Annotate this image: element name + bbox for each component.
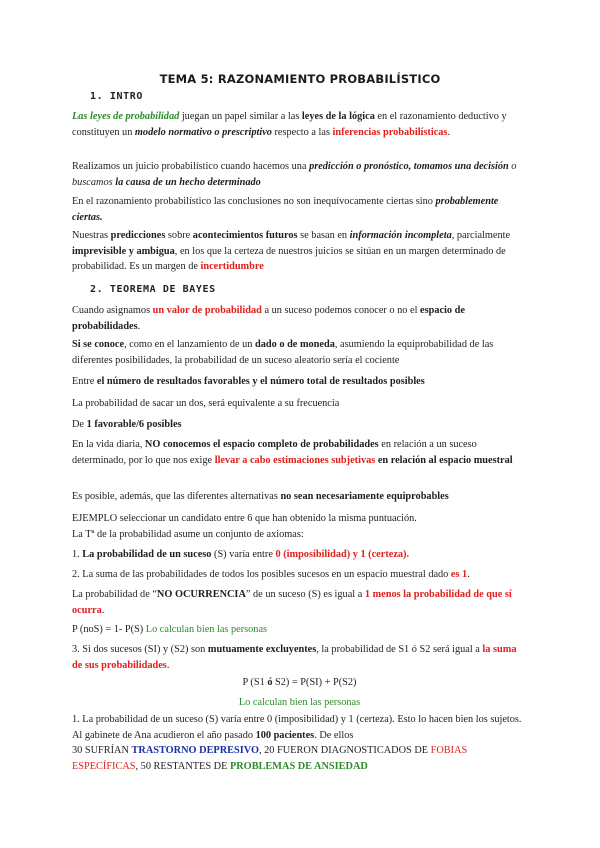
axiom-3: 3. Si dos sucesos (SI) y (S2) son mutuamente excluyentes, la probabilidad de S1 ó S2 será igual a la suma de sus probabilidades. [72, 644, 517, 671]
axiom-1: 1. La probabilidad de un suceso (S) varía entre 0 (imposibilidad) y 1 (certeza). [72, 549, 410, 560]
paragraph-equiprobable: Es posible, además, que las diferentes alternativas no sean necesariamente equiprobables [72, 491, 449, 502]
paragraph-gabinete: 1. La probabilidad de un suceso (S) varía entre 0 (imposibilidad) y 1 (certeza). Esto lo hacen bien los sujetos. Al gabinete de Ana acudieron el año pasado 100 pacientes. De ellos [72, 714, 522, 741]
paragraph-assign: Cuando asignamos un valor de probabilidad a un suceso podemos conocer o no el espacio de probabilidades. [72, 305, 465, 332]
paragraph-laws: Las leyes de probabilidad juegan un papel similar a las leyes de la lógica en el razonamiento deductivo y constituyen un modelo normativo o prescriptivo respecto a las inferencias probabilísticas. [72, 111, 507, 138]
paragraph-between: Entre el número de resultados favorables y el número total de resultados posibles [72, 376, 425, 387]
paragraph-ratio: De 1 favorable/6 posibles [72, 419, 182, 430]
paragraph-predictions: Nuestras predicciones sobre acontecimientos futuros se basan en información incompleta, parcialmente imprevisible y ambigua, en los que la certeza de nuestros juicios se sitúan en un margen determinado de probabilidad. Es un margen de incertidumbre [72, 230, 511, 272]
page-title: TEMA 5: RAZONAMIENTO PROBABILÍSTICO [159, 72, 441, 86]
paragraph-known: Si se conoce, como en el lanzamiento de un dado o de moneda, asumiendo la equiprobabilidad de las diferentes posibilidades, la probabilidad de un suceso aleatorio sería el cociente [72, 339, 494, 366]
paragraph-judgement: Realizamos un juicio probabilístico cuando hacemos una predicción o pronóstico, tomamos una decisión o buscamos la causa de un hecho determinado [72, 161, 517, 188]
section-heading-bayes: 2. TEOREMA DE BAYES [90, 284, 216, 295]
section-heading-intro: 1. INTRO [90, 91, 143, 102]
formula-union: P (S1 ó S2) = P(SI) + P(S2) [242, 677, 357, 688]
paragraph-conclusions: En el razonamiento probabilístico las conclusiones no son inequívocamente ciertas sino probablemente ciertas. [72, 196, 499, 223]
axiom-2: 2. La suma de las probabilidades de todos los posibles sucesos en un espacio muestral dado es 1. [72, 569, 470, 580]
axiom-non-occurrence: La probabilidad de “NO OCURRENCIA” de un suceso (S) es igual a 1 menos la probabilidad de que sí ocurra. [72, 589, 512, 616]
formula-no-s: P (noS) = 1- P(S) Lo calculan bien las personas [72, 624, 268, 635]
paragraph-daily-life: En la vida diaria, NO conocemos el espacio completo de probabilidades en relación a un suceso determinado, por lo que nos exige llevar a cabo estimaciones subjetivas en relación al espacio muestral [72, 439, 513, 466]
paragraph-patients: 30 SUFRÍAN TRASTORNO DEPRESIVO, 20 FUERON DIAGNOSTICADOS DE FOBIAS ESPECÍFICAS, 50 RESTANTES DE PROBLEMAS DE ANSIEDAD [72, 745, 468, 772]
paragraph-example: EJEMPLO seleccionar un candidato entre 6 que han obtenido la misma puntuación. La Tª de la probabilidad asume un conjunto de axiomas: [72, 513, 417, 540]
note-calculated-well: Lo calculan bien las personas [238, 697, 361, 708]
paragraph-two: La probabilidad de sacar un dos, será equivalente a su frecuencia [72, 398, 340, 409]
